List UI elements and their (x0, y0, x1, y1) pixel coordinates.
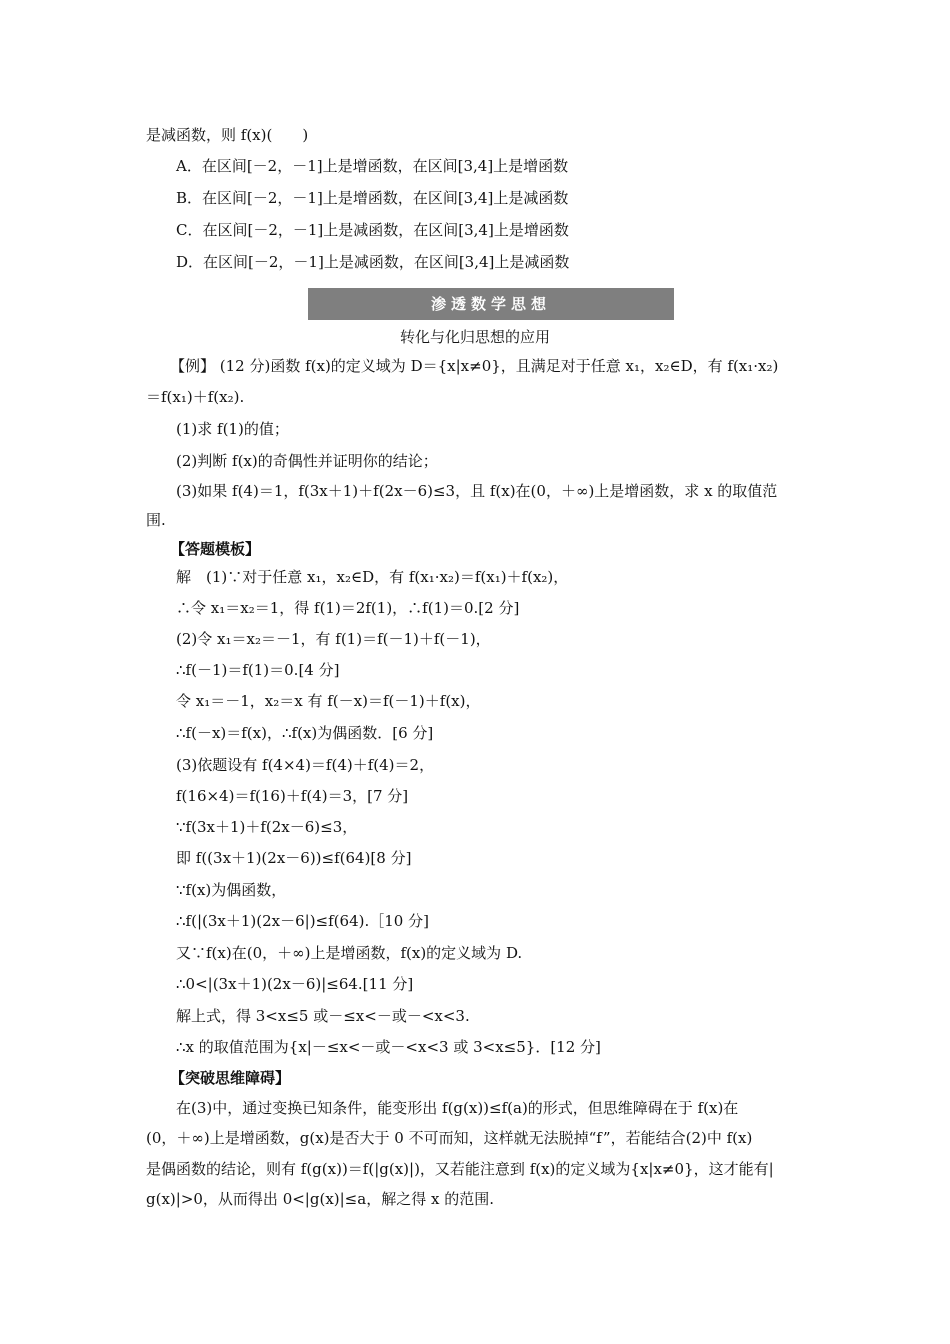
example-line-2: ＝f(x₁)＋f(x₂). (146, 388, 245, 406)
section-banner: 渗透数学思想 (308, 288, 674, 320)
solution-line: ∵f(3x＋1)＋f(2x－6)≤3， (176, 818, 358, 836)
solution-line: 即 f((3x＋1)(2x－6))≤f(64)[8 分] (176, 849, 412, 867)
solution-line: ∴f(－1)＝f(1)＝0.[4 分] (176, 661, 340, 679)
example-line-1: 【例】 (12 分)函数 f(x)的定义域为 D＝{x|x≠0}，且满足对于任意 x₁，x₂∈D，有 f(x₁·x₂) (170, 357, 779, 375)
solution-line: 令 x₁＝－1，x₂＝x 有 f(－x)＝f(－1)＋f(x)， (176, 692, 481, 710)
solution-line: 解上式，得 3<x≤5 或－≤x<－或－<x<3. (176, 1007, 470, 1025)
option-c: C．在区间[－2，－1]上是减函数，在区间[3,4]上是增函数 (176, 221, 569, 239)
solution-line: f(16×4)＝f(16)＋f(4)＝3，[7 分] (176, 787, 409, 805)
option-d: D．在区间[－2，－1]上是减函数，在区间[3,4]上是减函数 (176, 253, 570, 271)
breakthrough-line: (0，＋∞)上是增函数，g(x)是否大于 0 不可而知，这样就无法脱掉“f”，若能结合(2)中 f(x) (146, 1129, 753, 1147)
example-question-2: (2)判断 f(x)的奇偶性并证明你的结论； (176, 452, 438, 470)
example-question-3-line-2: 围. (146, 511, 166, 529)
breakthrough-line: 是偶函数的结论，则有 f(g(x))＝f(|g(x)|)，又若能注意到 f(x)的定义域为{x|x≠0}，这才能有| (146, 1160, 774, 1178)
solution-line: ∴令 x₁＝x₂＝1，得 f(1)＝2f(1)，∴f(1)＝0.[2 分] (176, 599, 520, 617)
breakthrough-line: 在(3)中，通过变换已知条件，能变形出 f(g(x))≤f(a)的形式，但思维障碍在于 f(x)在 (176, 1099, 739, 1117)
solution-line: ∴x 的取值范围为{x|－≤x<－或－<x<3 或 3<x≤5}．[12 分] (176, 1038, 601, 1056)
example-question-1: (1)求 f(1)的值； (176, 420, 289, 438)
question-tail: 是减函数，则 f(x)( ) (146, 126, 309, 144)
solution-line: ∴f(－x)＝f(x)，∴f(x)为偶函数．[6 分] (176, 724, 434, 742)
option-b: B．在区间[－2，－1]上是增函数，在区间[3,4]上是减函数 (176, 189, 569, 207)
option-a: A．在区间[－2，－1]上是增函数，在区间[3,4]上是增函数 (176, 157, 569, 175)
solution-line: ∵f(x)为偶函数， (176, 881, 287, 899)
section-subtitle: 转化与化归思想的应用 (399, 328, 550, 346)
solution-line: 解 (1)∵对于任意 x₁，x₂∈D，有 f(x₁·x₂)＝f(x₁)＋f(x₂)， (176, 568, 569, 586)
solution-line: 又∵f(x)在(0，＋∞)上是增函数，f(x)的定义域为 D. (176, 944, 523, 962)
breakthrough-line: g(x)|>0，从而得出 0<|g(x)|≤a，解之得 x 的范围. (146, 1190, 494, 1208)
solution-line: (2)令 x₁＝x₂＝－1，有 f(1)＝f(－1)＋f(－1)， (176, 630, 491, 648)
template-heading: 【答题模板】 (170, 540, 261, 558)
solution-line: ∴0<|(3x＋1)(2x－6)|≤64.[11 分] (176, 975, 414, 993)
example-question-3-line-1: (3)如果 f(4)＝1，f(3x＋1)＋f(2x－6)≤3，且 f(x)在(0，＋∞)上是增函数，求 x 的取值范 (176, 482, 778, 500)
solution-line: ∴f(|(3x＋1)(2x－6|)≤f(64).［10 分] (176, 912, 429, 930)
breakthrough-heading: 【突破思维障碍】 (170, 1069, 291, 1087)
solution-line: (3)依题设有 f(4×4)＝f(4)＋f(4)＝2， (176, 756, 435, 774)
